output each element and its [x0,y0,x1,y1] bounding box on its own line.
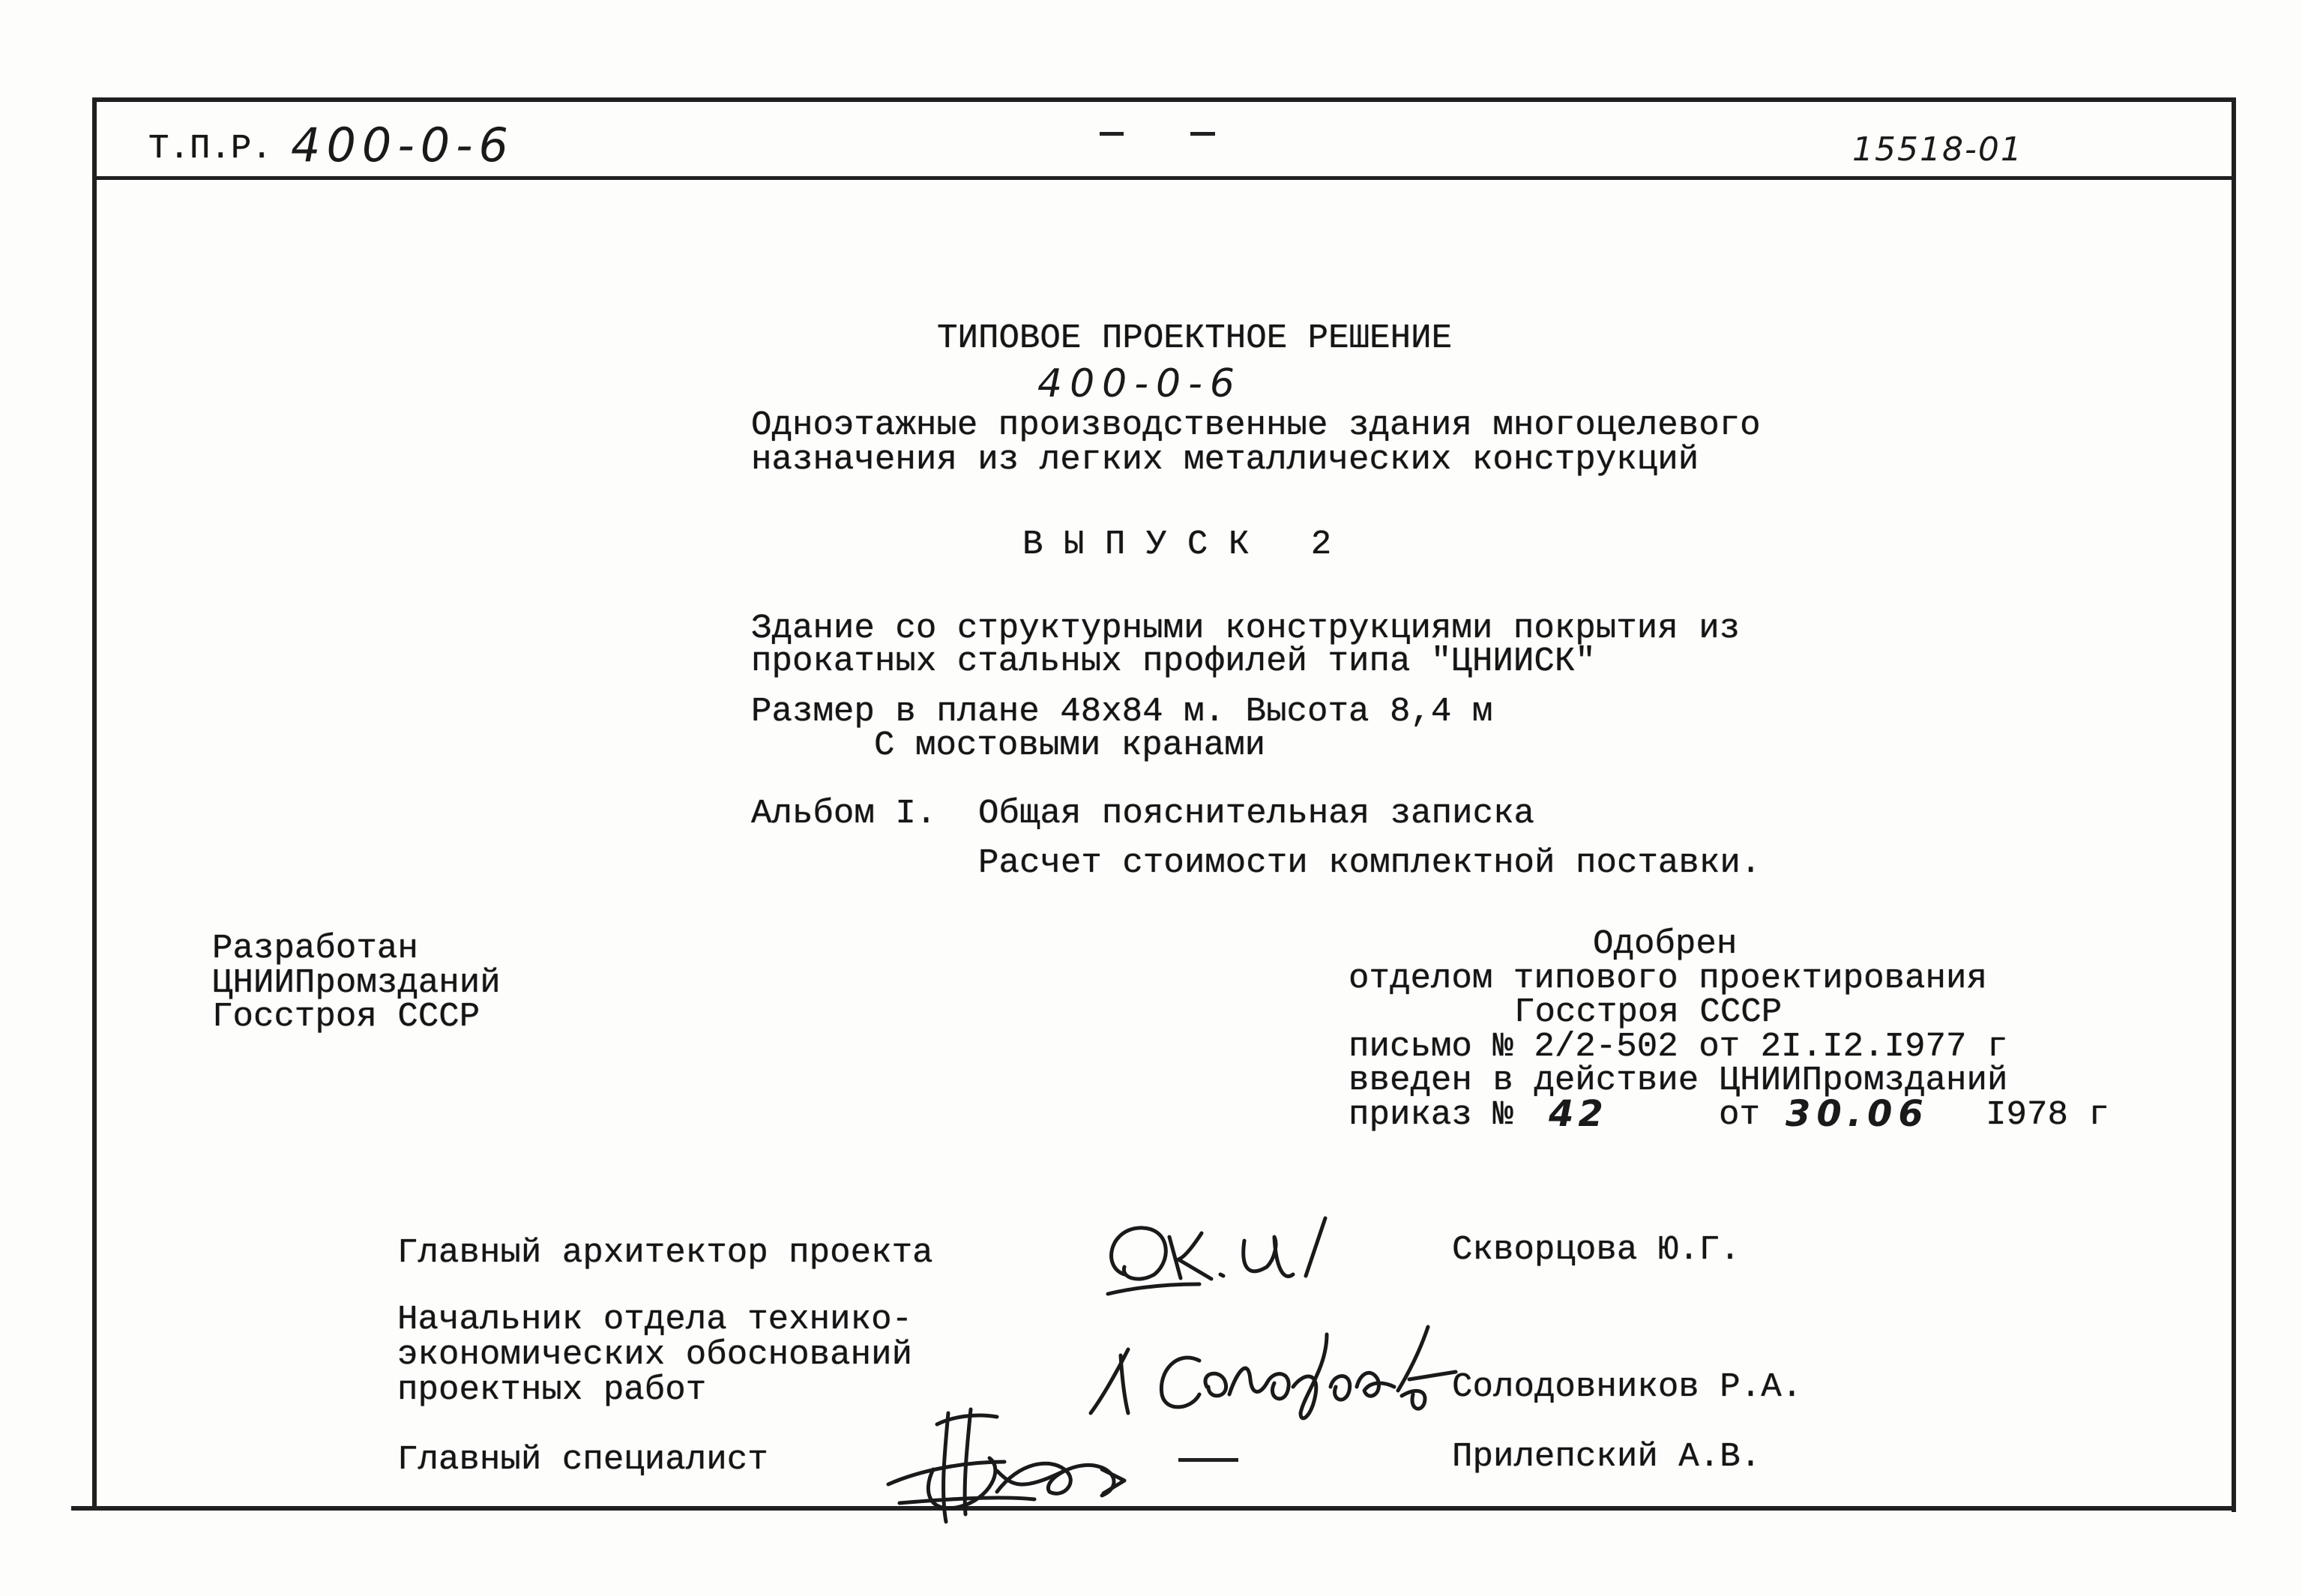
signature-chief-architect [1108,1218,1325,1294]
building-line: Здание со структурными конструкциями покрытия из [751,609,1741,648]
signatory-position: проектных работ [397,1370,707,1409]
signature-chief-specialist [888,1409,1124,1522]
album-label: Альбом I. [751,794,937,833]
document-number-handwritten: 400-0-6 [1037,361,1242,406]
signatory-name: Прилепский А.В. [1452,1437,1762,1476]
issue-number: В Ы П У С К 2 [1022,525,1332,564]
signatory-position: Главный специалист [397,1440,768,1479]
developed-by-line: Разработан [212,929,418,968]
approved-heading: Одобрен [1593,924,1738,963]
order-number-handwritten: 42 [1549,1093,1608,1135]
header-archive-number: 15518-01 [1852,130,2023,169]
signatory-position: экономических обоснований [397,1335,913,1374]
developed-by-line: ЦНИИПромзданий [212,963,501,1002]
order-year: I978 г [1986,1095,2109,1134]
header-code-prefix: Т.П.Р. [148,129,272,168]
album-content-line: Общая пояснительная записка [978,794,1535,833]
order-label: приказ № [1349,1095,1513,1134]
approved-line: отделом типового проектирования [1349,959,1987,998]
size-line: Размер в плане 48х84 м. Высота 8,4 м [751,692,1493,731]
signatory-position: Начальник отдела технико- [397,1300,913,1339]
signatory-position: Главный архитектор проекта [397,1233,933,1272]
approved-line: Госстроя СССР [1514,993,1783,1032]
approved-line: введен в действие ЦНИИПромзданий [1349,1061,2008,1100]
description-line: Одноэтажные производственные здания многоцелевого [751,406,1761,445]
order-from-label: от [1719,1095,1760,1134]
approved-line: письмо № 2/2-502 от 2I.I2.I977 г [1349,1027,2008,1066]
developed-by-line: Госстроя СССР [212,997,480,1036]
order-date-handwritten: 30.06 [1786,1093,1929,1135]
signatory-name: Солодовников Р.А. [1452,1367,1803,1406]
building-line: прокатных стальных профилей типа "ЦНИИСК" [751,642,1596,681]
cranes-line: С мостовыми кранами [874,726,1266,765]
description-line: назначения из легких металлических конструкций [751,440,1699,479]
signature-department-head [1091,1327,1456,1418]
album-content-line: Расчет стоимости комплектной поставки. [978,843,1762,882]
header-code-handwritten: 400-0-6 [291,118,514,172]
document-heading: ТИПОВОЕ ПРОЕКТНОЕ РЕШЕНИЕ [937,319,1453,358]
signatory-name: Скворцова Ю.Г. [1452,1230,1741,1269]
